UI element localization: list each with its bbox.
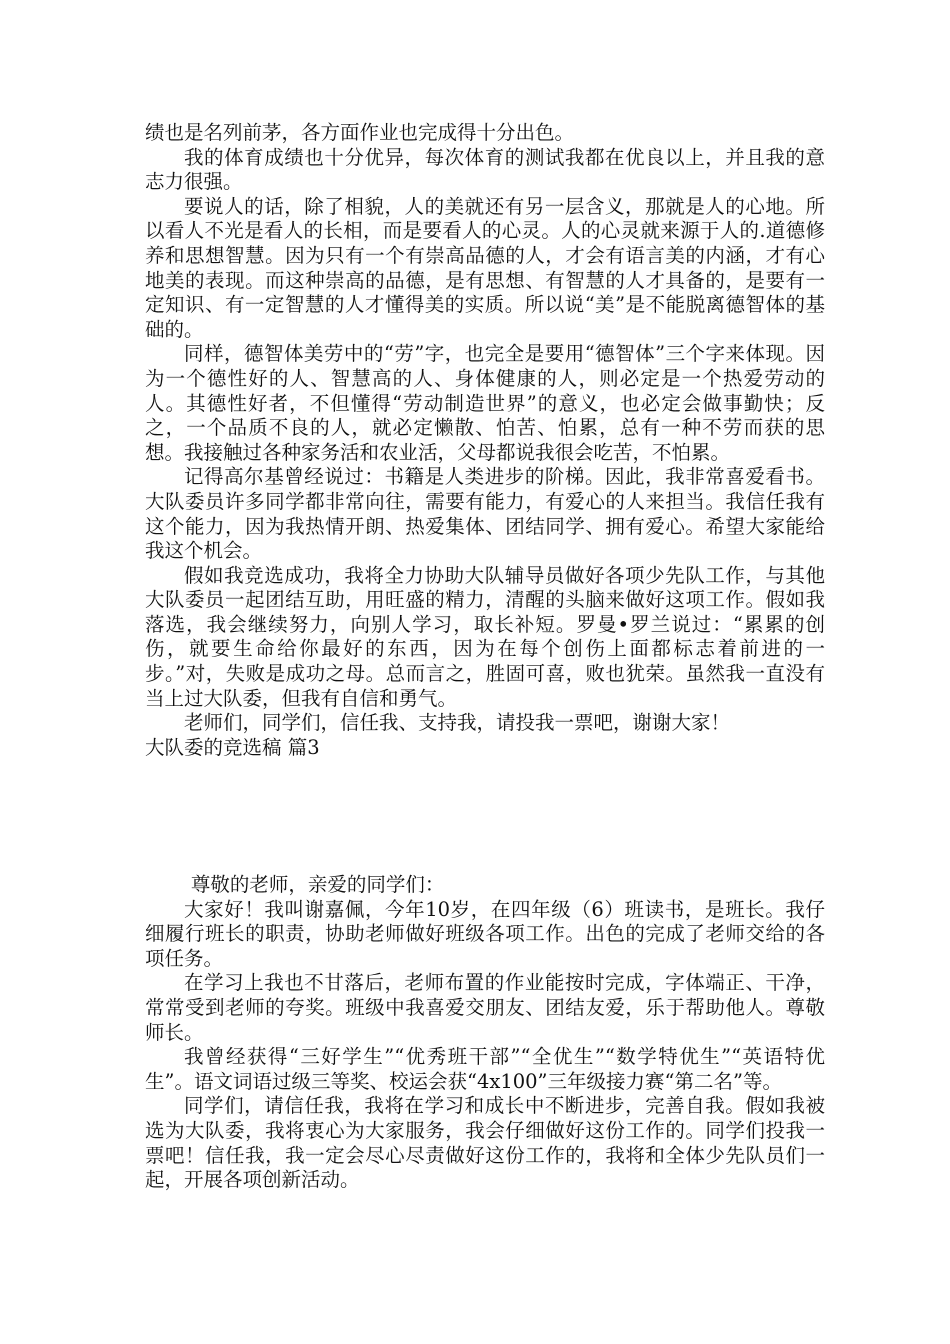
paragraph-beauty: 要说人的话，除了相貌，人的美就还有另一层含义，那就是人的心地。所以看人不光是看人的长相，而是要看人的心灵。人的心灵就来源于人的.道德修养和思想智慧。因为只有一个有崇高品德的人，才会有语言美的内涵，才有心地美的表现。而这种崇高的品德，是有思想、有智慧的人才具备的，是要有一定知识、有一定智慧的人才懂得美的实质。所以说“美”是不能脱离德智体的基础的。 <box>145 194 825 341</box>
paragraph-pledge: 同学们，请信任我，我将在学习和成长中不断进步，完善自我。假如我被选为大队委，我将衷心为大家服务，我会仔细做好这份工作的。同学们投我一票吧！信任我，我一定会尽心尽责做好这份工作的，我将和全体少先队员们一起，开展各项创新活动。 <box>145 1094 825 1192</box>
speech-section-3 <box>145 873 825 1193</box>
paragraph-study: 在学习上我也不甘落后，老师布置的作业能按时完成，字体端正、干净，常常受到老师的夸奖。班级中我喜爱交朋友、团结友爱，乐于帮助他人。尊敬师长。 <box>145 971 825 1044</box>
paragraph-awards: 我曾经获得“三好学生”“优秀班干部”“全优生”“数学特优生”“英语特优生”。语文词语过级三等奖、校运会获“4x100”三年级接力赛“第二名”等。 <box>145 1045 825 1093</box>
speech-section-continued <box>145 121 825 760</box>
paragraph-continuation: 绩也是名列前茅，各方面作业也完成得十分出色。 <box>145 121 575 144</box>
section-heading: 大队委的竞选稿 篇3 <box>145 735 320 759</box>
paragraph-sports: 我的体育成绩也十分优异，每次体育的测试我都在优良以上，并且我的意志力很强。 <box>145 145 825 194</box>
paragraph-introduction: 大家好！我叫谢嘉佩，今年10岁，在四年级（6）班读书，是班长。我仔细履行班长的职责，协助老师做好班级各项工作。出色的完成了老师交给的各项任务。 <box>145 897 825 970</box>
salutation: 尊敬的老师，亲爱的同学们： <box>190 873 445 896</box>
paragraph-reading: 记得高尔基曾经说过：书籍是人类进步的阶梯。因此，我非常喜爱看书。大队委员许多同学都非常向往，需要有能力，有爱心的人来担当。我信任我有这个能力，因为我热情开朗、热爱集体、团结同学、拥有爱心。希望大家能给我这个机会。 <box>145 465 825 563</box>
paragraph-labor: 同样，德智体美劳中的“劳”字，也完全是要用“德智体”三个字来体现。因为一个德性好的人、智慧高的人、身体健康的人，则必定是一个热爱劳动的人。其德性好者，不但懂得“劳动制造世界”的意义，也必定会做事勤快；反之，一个品质不良的人，就必定懒散、怕苦、怕累，总有一种不劳而获的思想。我接触过各种家务活和农业活，父母都说我很会吃苦，不怕累。 <box>145 342 825 464</box>
paragraph-closing: 老师们，同学们，信任我、支持我，请投我一票吧，谢谢大家！ <box>184 711 731 735</box>
paragraph-election: 假如我竞选成功，我将全力协助大队辅导员做好各项少先队工作，与其他大队委员一起团结互助，用旺盛的精力，清醒的头脑来做好这项工作。假如我落选，我会继续努力，向别人学习，取长补短。罗曼•罗兰说过：“累累的创伤，就要生命给你最好的东西，因为在每个创伤上面都标志着前进的一步。”对，失败是成功之母。总而言之，胜固可喜，败也犹荣。虽然我一直没有当上过大队委，但我有自信和勇气。 <box>145 563 825 710</box>
